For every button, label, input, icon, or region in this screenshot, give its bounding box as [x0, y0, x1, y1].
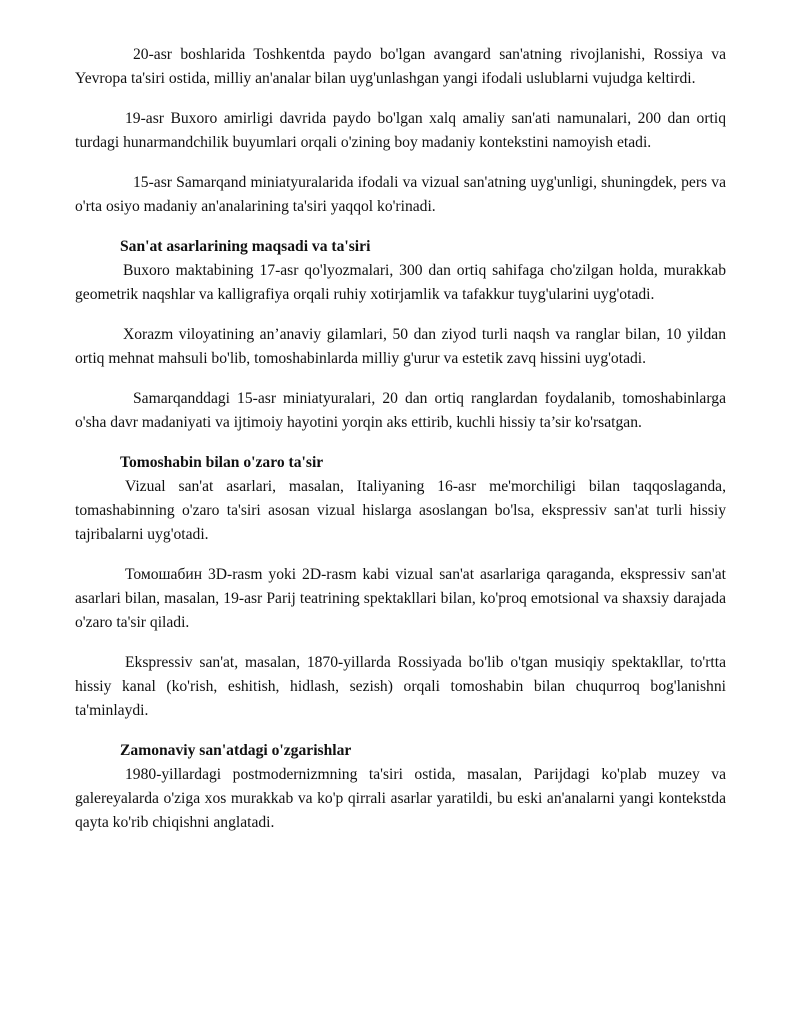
section1-paragraph-2: Xorazm viloyatining an’anaviy gilamlari, 50 dan ziyod turli naqsh va ranglar bilan, 10 yildan ortiq mehnat mahsuli bo'lib, tomoshabinlarda milliy g'urur va estetik zavq hissini uyg'otadi.	[75, 326, 726, 367]
section1-paragraph-1: Buxoro maktabining 17-asr qo'lyozmalari, 300 dan ortiq sahifaga cho'zilgan holda, murakkab geometrik naqshlar va kalligrafiya orqali ruhiy xotirjamlik va tafakkur tuyg'ularini uyg'otadi.	[75, 262, 726, 303]
intro-paragraph-2: 19-asr Buxoro amirligi davrida paydo bo'lgan xalq amaliy san'ati namunalari, 200 dan ortiq turdagi hunarmandchilik buyumlari orqali o'zining boy madaniy kontekstini namoyish etadi.	[75, 110, 726, 151]
section2-paragraph-1: Vizual san'at asarlari, masalan, Italiyaning 16-asr me'morchiligi bilan taqqoslaganda, tomashabinning o'zaro ta'siri asosan vizual hislarga asoslangan bo'lsa, ekspressiv san'at turli hissiy tajribalarni uyg'otadi.	[75, 478, 726, 543]
section3-paragraph-1: 1980-yillardagi postmodernizmning ta'siri ostida, masalan, Parijdagi ko'plab muzey va galereyalarda o'ziga xos murakkab va ko'p qirrali asarlar yaratildi, bu eski an'analarni yangi kontekstda qayta ko'rib chiqishni anglatadi.	[75, 766, 726, 831]
document-page	[75, 43, 726, 835]
section1-paragraph-3: Samarqanddagi 15-asr miniatyuralari, 20 dan ortiq ranglardan foydalanib, tomoshabinlarga o'sha davr madaniyati va ijtimoiy hayotini yorqin aks ettirib, kuchli hissiy ta’sir ko'rsatgan.	[75, 390, 726, 431]
section-heading-purpose: San'at asarlarining maqsadi va ta'siri	[120, 238, 371, 255]
intro-paragraph-3: 15-asr Samarqand miniatyuralarida ifodali va vizual san'atning uyg'unligi, shuningdek, pers va o'rta osiyo madaniy an'analarining ta'siri yaqqol ko'rinadi.	[75, 174, 726, 215]
section2-paragraph-3: Ekspressiv san'at, masalan, 1870-yillarda Rossiyada bo'lib o'tgan musiqiy spektakllar, to'rtta hissiy kanal (ko'rish, eshitish, hidlash, sezish) orqali tomoshabin bilan chuqurroq bog'lanishni ta'minlaydi.	[75, 654, 726, 719]
intro-paragraph-1: 20-asr boshlarida Toshkentda paydo bo'lgan avangard san'atning rivojlanishi, Rossiya va Yevropa ta'siri ostida, milliy an'analar bilan uyg'unlashgan yangi ifodali uslublarni vujudga keltirdi.	[75, 46, 726, 87]
section-heading-interaction: Tomoshabin bilan o'zaro ta'sir	[120, 454, 324, 471]
section2-paragraph-2: Томошабин 3D-rasm yoki 2D-rasm kabi vizual san'at asarlariga qaraganda, ekspressiv san'at asarlari bilan, masalan, 19-asr Parij teatrining spektakllari bilan, ko'proq emotsional va shaxsiy darajada o'zaro ta'sir qiladi.	[75, 566, 726, 631]
section-heading-modern: Zamonaviy san'atdagi o'zgarishlar	[120, 742, 352, 759]
